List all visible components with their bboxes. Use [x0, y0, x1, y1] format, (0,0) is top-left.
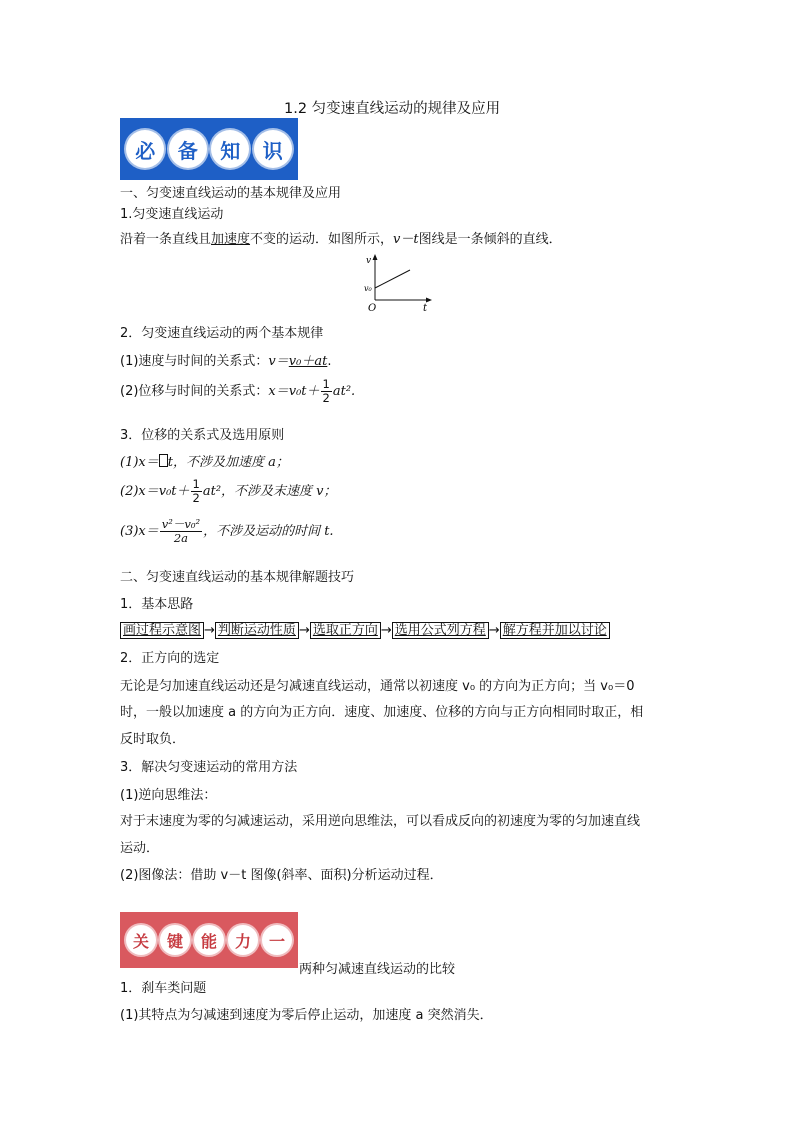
flow-step: 画过程示意图 — [120, 622, 204, 639]
fraction-num: 1 — [192, 477, 200, 491]
badge-char: 一 — [262, 925, 292, 955]
subheading-k1: 1．刹车类问题 — [120, 981, 207, 996]
vt-line — [375, 270, 410, 288]
badge2-caption: 两种匀减速直线运动的比较 — [299, 962, 456, 977]
badge-char: 力 — [228, 925, 258, 955]
math-span: at²，不涉及末速度 v； — [202, 484, 337, 499]
badge-char: 关 — [126, 925, 156, 955]
math-span: v＝ — [268, 354, 289, 369]
fraction — [191, 478, 202, 505]
flow-step: 选取正方向 — [310, 622, 381, 639]
badge-char: 识 — [254, 130, 292, 168]
rule-1 — [120, 451, 289, 470]
flow-steps — [120, 619, 610, 638]
badge-char: 能 — [194, 925, 224, 955]
t-axis-arrow — [426, 298, 432, 303]
text-span: . — [327, 354, 332, 369]
fraction-den: 2a — [173, 531, 188, 545]
v0-label: v₀ — [364, 284, 372, 293]
math-span: x＝v₀t＋ — [268, 384, 320, 399]
placeholder-box — [159, 454, 168, 467]
math-span: (1)x＝ — [120, 455, 159, 470]
subheading-1-3: 3．位移的关系式及选用原则 — [120, 428, 285, 443]
badge-char: 键 — [160, 925, 190, 955]
flow-step: 选用公式列方程 — [392, 622, 489, 639]
t-label: t — [423, 303, 428, 314]
arrow-icon: → — [380, 623, 392, 638]
fraction-den: 2 — [192, 491, 200, 505]
subheading-1-2: 2．匀变速直线运动的两个基本规律 — [120, 326, 324, 341]
arrow-icon: → — [204, 623, 215, 638]
rule-2 — [120, 478, 337, 505]
fraction-num: 1 — [322, 377, 330, 391]
arrow-icon: → — [488, 623, 500, 638]
text-span: 沿着一条直线且 — [120, 232, 212, 247]
fraction-den: 2 — [322, 391, 330, 405]
badge-char: 备 — [169, 130, 207, 168]
v-label: v — [366, 256, 372, 266]
math-span: t，不涉及加速度 a； — [167, 455, 289, 470]
math-span: ，不涉及运动的时间 t. — [203, 524, 334, 539]
section-badge-essential-knowledge — [120, 118, 298, 180]
text-span: 不变的运动．如图所示， — [250, 232, 394, 247]
paragraph-line: (1)其特点为匀减速到速度为零后停止运动，加速度 a 突然消失． — [120, 1008, 493, 1023]
paragraph-line: 时，一般以加速度 a 的方向为正方向．速度、加速度、位移的方向与正方向相同时取正，相 — [120, 705, 644, 720]
formula-velocity — [120, 350, 331, 369]
text-span: 图线是一条倾斜的直线． — [418, 232, 562, 247]
subheading-1-1: 1.匀变速直线运动 — [120, 207, 224, 222]
badge-char: 知 — [211, 130, 249, 168]
text-span-math: v－t — [393, 232, 419, 247]
fraction-num: v²－v₀² — [161, 517, 201, 531]
paragraph-line: 运动． — [120, 841, 160, 856]
subheading-2-3: 3．解决匀变速运动的常用方法 — [120, 760, 298, 775]
math-span: (2)x＝v₀t＋ — [120, 484, 190, 499]
section-badge-key-ability — [120, 912, 298, 968]
paragraph-uniform-accel — [120, 228, 562, 247]
section-heading-2: 二、匀变速直线运动的基本规律解题技巧 — [120, 570, 355, 585]
page-title: 1.2 匀变速直线运动的规律及应用 — [284, 101, 501, 117]
flow-step: 解方程并加以讨论 — [500, 622, 610, 639]
section-heading-1: 一、匀变速直线运动的基本规律及应用 — [120, 186, 342, 201]
v-axis-arrow — [373, 254, 378, 260]
method-1: (1)逆向思维法： — [120, 788, 217, 803]
arrow-icon: → — [298, 623, 310, 638]
flow-step: 判断运动性质 — [215, 622, 299, 639]
subheading-2-1: 1．基本思路 — [120, 597, 194, 612]
text-span: (2)位移与时间的关系式： — [120, 384, 269, 399]
fraction — [160, 518, 202, 545]
text-span: (1)速度与时间的关系式： — [120, 354, 269, 369]
math-span: at². — [332, 384, 356, 399]
vt-graph — [360, 252, 440, 314]
math-span: (3)x＝ — [120, 524, 159, 539]
method-2: (2)图像法：借助 v－t 图像(斜率、面积)分析运动过程． — [120, 868, 443, 883]
text-span-underlined: 加速度 — [211, 232, 251, 247]
paragraph-line: 反时取负． — [120, 732, 186, 747]
subheading-2-2: 2．正方向的选定 — [120, 651, 220, 666]
formula-displacement — [120, 378, 355, 405]
paragraph-line: 无论是匀加速直线运动还是匀减速直线运动，通常以初速度 v₀ 的方向为正方向；当 v₀＝0 — [120, 679, 635, 694]
fraction — [321, 378, 332, 405]
origin-label: O — [368, 303, 377, 314]
rule-3 — [120, 518, 334, 545]
badge-char: 必 — [126, 130, 164, 168]
paragraph-line: 对于末速度为零的匀减速运动，采用逆向思维法，可以看成反向的初速度为零的匀加速直线 — [120, 814, 641, 829]
math-answer-underlined: v₀＋at — [288, 354, 328, 369]
